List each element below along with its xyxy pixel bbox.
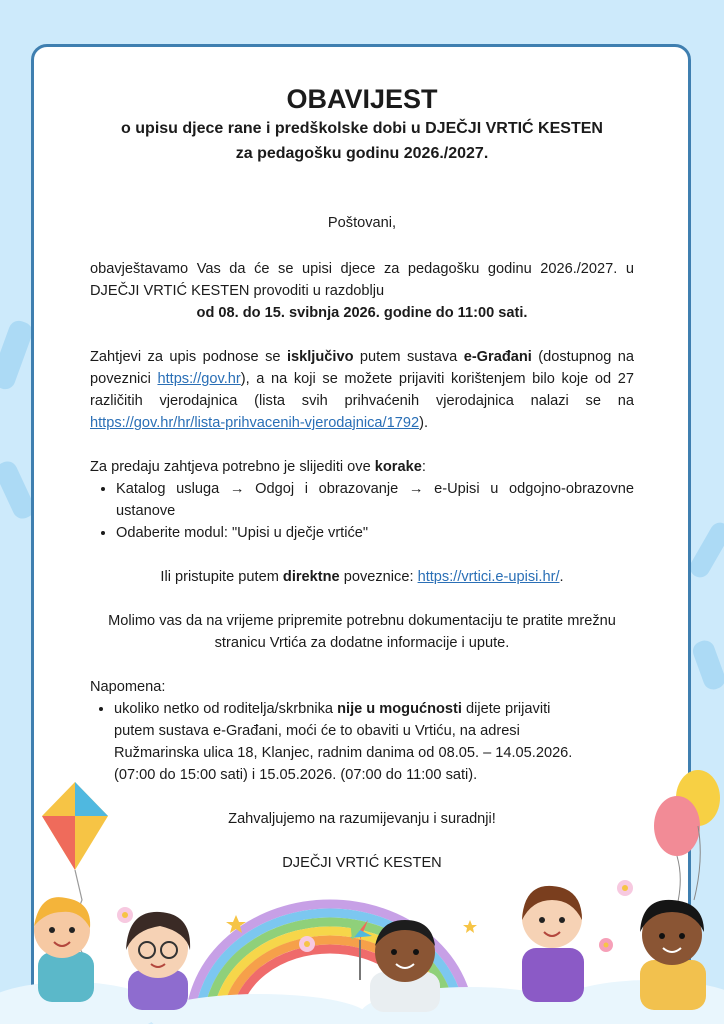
child-2 (126, 912, 190, 1010)
note-label: Napomena: (90, 679, 166, 695)
credentials-list-link[interactable]: https://gov.hr/hr/lista-prihvacenih-vjerodajnica/1792 (90, 415, 420, 431)
requests-text: Zahtjevi za upis podnose se (90, 349, 287, 365)
requests-bold-exclusively: isključivo (286, 349, 354, 365)
intro-text: obavještavamo Vas da će se upisi djece za pedagošku godinu 2026./2027. u DJEČJI VRTIĆ KESTEN provoditi u razdoblju (90, 261, 634, 299)
requests-text: (dostupnog na poveznici (90, 349, 634, 387)
child-1 (34, 897, 94, 1002)
greeting: Poštovani, (327, 215, 397, 231)
subtitle-line-1: o upisu djece rane i predškolske dobi u DJEČJI VRTIĆ KESTEN (121, 120, 603, 137)
thanks-text: Zahvaljujemo na razumijevanju i suradnji! (228, 811, 496, 827)
subtitle-line-2: za pedagošku godinu 2026./2027. (235, 145, 489, 162)
page-title: OBAVIJEST (286, 84, 438, 114)
children-illustration (0, 760, 724, 1024)
steps-list (90, 478, 634, 544)
requests-bold-egradjani: e-Građani (463, 349, 532, 365)
direct-text: . (559, 569, 564, 585)
e-upisi-link[interactable]: https://vrtici.e-upisi.hr/ (417, 569, 560, 585)
direct-bold: direktne (282, 569, 340, 585)
list-item: • Odaberite modul: "Upisi u dječje vrtiće" (116, 522, 634, 544)
list-item: • Katalog usluga → Odgoj i obrazovanje → e-Upisi u odgojno-obrazovne ustanove (116, 478, 634, 522)
direct-text: poveznice: (339, 569, 418, 585)
clouds (0, 980, 724, 1024)
steps-intro-end: : (421, 459, 426, 475)
requests-text: ), a na koji se možete prijaviti korištenjem bilo koje od 27 različitih vjerodajnica (lista svih prihvaćenih vjerodajnica nalazi se na (90, 371, 634, 409)
background-stroke (690, 638, 724, 693)
background-stroke (0, 318, 35, 392)
notice-content (90, 82, 634, 874)
intro-dates: od 08. do 15. svibnja 2026. godine do 11:00 sati. (196, 305, 528, 321)
direct-link-paragraph (90, 566, 634, 588)
note-text: dijete prijaviti putem sustava e-Građani, moći će to obaviti u Vrtiću, na adresi Ružmarinska ulica 18, Klanjec, radnim danima od 08.05. – 14.05.2026. (07:00 do 15:00 sati) i 15.05.2026. (07:00 do 11:00 sati). (114, 701, 573, 783)
gov-hr-link[interactable]: https://gov.hr (157, 371, 241, 387)
child-3 (370, 920, 440, 1012)
requests-text: ). (419, 415, 428, 431)
requests-text: putem sustava (353, 349, 464, 365)
child-4 (522, 886, 584, 1002)
documentation-paragraph: Molimo vas da na vrijeme pripremite potrebnu dokumentaciju te pratite mrežnu stranicu Vrtića za dodatne informacije i upute. (108, 613, 616, 651)
direct-text: Ili pristupite putem (160, 569, 283, 585)
background-stroke (686, 519, 724, 581)
child-5 (640, 900, 706, 1010)
signature: DJEČJI VRTIĆ KESTEN (282, 855, 442, 871)
steps-intro (90, 456, 634, 478)
steps-intro-text: Za predaju zahtjeva potrebno je slijediti ove (90, 459, 375, 475)
note-bold: nije u mogućnosti (337, 701, 462, 717)
note-text: ukoliko netko od roditelja/skrbnika (114, 701, 338, 717)
steps-intro-bold: korake (374, 459, 422, 475)
requests-paragraph (90, 346, 634, 434)
